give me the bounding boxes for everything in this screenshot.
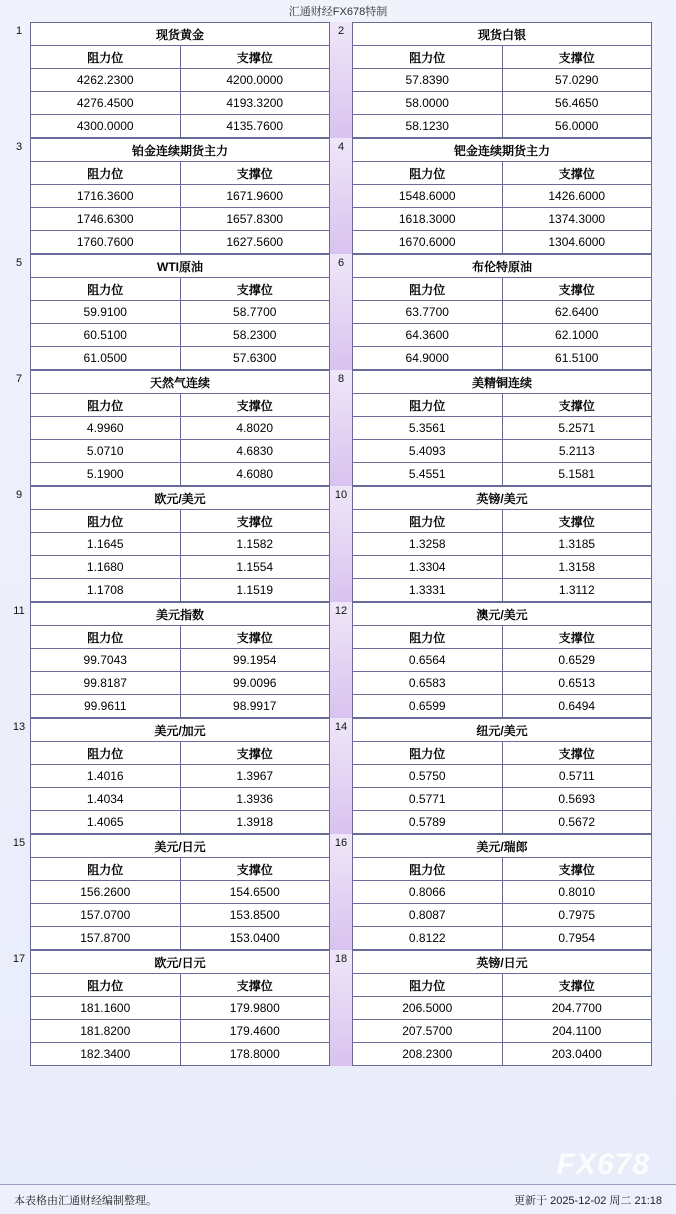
watermark: FX678 (556, 1148, 650, 1181)
table-row (353, 440, 652, 463)
row-index-right: 12 (330, 602, 352, 718)
block-cell-left (30, 22, 330, 138)
resistance-value: 64.9000 (353, 347, 503, 370)
resistance-value: 99.9611 (31, 695, 181, 718)
support-value: 4193.3200 (180, 92, 330, 115)
row-index-right: 6 (330, 254, 352, 370)
block-cell-right (352, 486, 652, 602)
table-row (31, 417, 330, 440)
support-value: 1657.8300 (180, 208, 330, 231)
support-header: 支撑位 (180, 974, 330, 997)
instrument-block (352, 718, 652, 834)
table-row (31, 92, 330, 115)
resistance-value: 1548.6000 (353, 185, 503, 208)
block-cell-right (352, 254, 652, 370)
table-row (31, 463, 330, 486)
row-index-right: 8 (330, 370, 352, 486)
table-row (353, 672, 652, 695)
support-value: 4.6830 (180, 440, 330, 463)
block-cell-left (30, 486, 330, 602)
table-row (353, 788, 652, 811)
support-header: 支撑位 (502, 162, 652, 185)
instrument-title: 欧元/日元 (31, 951, 330, 974)
support-value: 204.7700 (502, 997, 652, 1020)
resistance-header: 阻力位 (353, 278, 503, 301)
support-value: 1.1554 (180, 556, 330, 579)
support-value: 0.5672 (502, 811, 652, 834)
table-row (353, 208, 652, 231)
block-cell-right (352, 950, 652, 1066)
support-value: 62.6400 (502, 301, 652, 324)
support-value: 1.3112 (502, 579, 652, 602)
table-row (31, 69, 330, 92)
resistance-value: 1.4034 (31, 788, 181, 811)
resistance-value: 157.8700 (31, 927, 181, 950)
instrument-block (352, 22, 652, 138)
table-row (31, 347, 330, 370)
table-row (353, 463, 652, 486)
instrument-block (30, 370, 330, 486)
support-header: 支撑位 (502, 742, 652, 765)
resistance-header: 阻力位 (31, 626, 181, 649)
resistance-value: 0.5771 (353, 788, 503, 811)
footer-updated-label: 更新于 (514, 1194, 548, 1207)
row-index-left: 11 (13, 605, 25, 617)
support-value: 0.5693 (502, 788, 652, 811)
resistance-value: 58.1230 (353, 115, 503, 138)
resistance-header: 阻力位 (31, 46, 181, 69)
support-value: 58.7700 (180, 301, 330, 324)
support-value: 0.6494 (502, 695, 652, 718)
resistance-value: 0.6564 (353, 649, 503, 672)
support-value: 58.2300 (180, 324, 330, 347)
table-row (353, 185, 652, 208)
brand-label: 汇通财经FX678特制 (288, 6, 388, 18)
instrument-block (30, 602, 330, 718)
table-row (31, 765, 330, 788)
instrument-block (30, 138, 330, 254)
support-value: 4.8020 (180, 417, 330, 440)
resistance-value: 182.3400 (31, 1043, 181, 1066)
resistance-header: 阻力位 (31, 394, 181, 417)
support-value: 4135.7600 (180, 115, 330, 138)
resistance-value: 181.8200 (31, 1020, 181, 1043)
support-value: 99.1954 (180, 649, 330, 672)
support-value: 62.1000 (502, 324, 652, 347)
resistance-value: 0.5789 (353, 811, 503, 834)
row-index-right: 4 (330, 138, 352, 254)
support-value: 179.9800 (180, 997, 330, 1020)
resistance-value: 1.4016 (31, 765, 181, 788)
row-index-left: 1 (15, 25, 23, 37)
support-value: 0.6529 (502, 649, 652, 672)
table-row (31, 185, 330, 208)
resistance-value: 4300.0000 (31, 115, 181, 138)
table-row (353, 231, 652, 254)
block-cell-right (352, 138, 652, 254)
resistance-value: 0.5750 (353, 765, 503, 788)
resistance-value: 0.8122 (353, 927, 503, 950)
table-row (353, 904, 652, 927)
support-header: 支撑位 (180, 162, 330, 185)
table-row (31, 811, 330, 834)
table-row (31, 231, 330, 254)
footer-updated (514, 1192, 662, 1208)
row-index-left: 13 (12, 721, 26, 733)
resistance-value: 5.3561 (353, 417, 503, 440)
block-cell-left (30, 138, 330, 254)
resistance-value: 5.4551 (353, 463, 503, 486)
support-header: 支撑位 (180, 46, 330, 69)
resistance-header: 阻力位 (31, 162, 181, 185)
instrument-block (30, 834, 330, 950)
resistance-value: 1.1680 (31, 556, 181, 579)
row-index-right: 14 (330, 718, 352, 834)
support-value: 0.7954 (502, 927, 652, 950)
resistance-value: 1670.6000 (353, 231, 503, 254)
support-value: 1374.3000 (502, 208, 652, 231)
instrument-title: 欧元/美元 (31, 487, 330, 510)
support-value: 0.7975 (502, 904, 652, 927)
block-cell-right (352, 718, 652, 834)
table-row (353, 92, 652, 115)
resistance-value: 1.3304 (353, 556, 503, 579)
resistance-header: 阻力位 (353, 742, 503, 765)
table-row (31, 927, 330, 950)
block-cell-left (30, 254, 330, 370)
support-value: 1.3967 (180, 765, 330, 788)
resistance-value: 99.7043 (31, 649, 181, 672)
table-row (353, 115, 652, 138)
row-index-right: 10 (330, 486, 352, 602)
resistance-value: 5.0710 (31, 440, 181, 463)
resistance-value: 0.6583 (353, 672, 503, 695)
resistance-value: 4.9960 (31, 417, 181, 440)
instrument-title: WTI原油 (31, 255, 330, 278)
support-header: 支撑位 (502, 278, 652, 301)
resistance-value: 0.8066 (353, 881, 503, 904)
block-cell-left (30, 834, 330, 950)
instrument-title: 现货白银 (353, 23, 652, 46)
table-row (31, 533, 330, 556)
instrument-block (30, 950, 330, 1066)
table-row (31, 115, 330, 138)
support-header: 支撑位 (180, 858, 330, 881)
instrument-block (30, 718, 330, 834)
support-value: 5.2113 (502, 440, 652, 463)
table-row (353, 765, 652, 788)
footer-note: 本表格由汇通财经编制整理。 (14, 1194, 157, 1207)
support-value: 1671.9600 (180, 185, 330, 208)
table-row (353, 811, 652, 834)
support-value: 1.1519 (180, 579, 330, 602)
resistance-value: 0.6599 (353, 695, 503, 718)
resistance-value: 1.1708 (31, 579, 181, 602)
table-row (353, 324, 652, 347)
support-header: 支撑位 (502, 858, 652, 881)
table-row (31, 208, 330, 231)
resistance-value: 1618.3000 (353, 208, 503, 231)
instrument-title: 钯金连续期货主力 (353, 139, 652, 162)
table-row (353, 695, 652, 718)
support-value: 0.6513 (502, 672, 652, 695)
instrument-block (30, 486, 330, 602)
row-index-right: 16 (330, 834, 352, 950)
resistance-value: 64.3600 (353, 324, 503, 347)
resistance-value: 5.4093 (353, 440, 503, 463)
block-cell-right (352, 370, 652, 486)
resistance-header: 阻力位 (353, 394, 503, 417)
support-value: 56.0000 (502, 115, 652, 138)
table-row (31, 1020, 330, 1043)
support-value: 1426.6000 (502, 185, 652, 208)
resistance-value: 157.0700 (31, 904, 181, 927)
resistance-value: 4262.2300 (31, 69, 181, 92)
table-row (353, 579, 652, 602)
table-row (353, 1043, 652, 1066)
resistance-value: 61.0500 (31, 347, 181, 370)
support-value: 0.8010 (502, 881, 652, 904)
resistance-value: 4276.4500 (31, 92, 181, 115)
table-row (31, 440, 330, 463)
instrument-block (352, 486, 652, 602)
instrument-title: 澳元/美元 (353, 603, 652, 626)
resistance-header: 阻力位 (31, 278, 181, 301)
instrument-title: 现货黄金 (31, 23, 330, 46)
row-index-right: 2 (330, 22, 352, 138)
support-value: 1.3918 (180, 811, 330, 834)
support-header: 支撑位 (502, 510, 652, 533)
instrument-block (352, 254, 652, 370)
block-cell-left (30, 602, 330, 718)
support-value: 56.4650 (502, 92, 652, 115)
row-index-left: 7 (15, 373, 23, 385)
table-row (353, 1020, 652, 1043)
resistance-header: 阻力位 (31, 974, 181, 997)
row-index-left: 17 (12, 953, 26, 965)
support-header: 支撑位 (180, 626, 330, 649)
table-row (353, 556, 652, 579)
table-row (353, 69, 652, 92)
resistance-value: 156.2600 (31, 881, 181, 904)
instrument-block (352, 834, 652, 950)
instrument-title: 美元/日元 (31, 835, 330, 858)
resistance-value: 58.0000 (353, 92, 503, 115)
table-row (353, 649, 652, 672)
resistance-value: 208.2300 (353, 1043, 503, 1066)
table-row (31, 788, 330, 811)
instrument-title: 美元/加元 (31, 719, 330, 742)
row-index-left: 5 (15, 257, 23, 269)
block-cell-left (30, 950, 330, 1066)
support-header: 支撑位 (180, 510, 330, 533)
resistance-value: 1716.3600 (31, 185, 181, 208)
support-value: 203.0400 (502, 1043, 652, 1066)
resistance-value: 59.9100 (31, 301, 181, 324)
resistance-header: 阻力位 (31, 510, 181, 533)
support-header: 支撑位 (180, 278, 330, 301)
instrument-block (30, 254, 330, 370)
support-header: 支撑位 (180, 742, 330, 765)
support-value: 0.5711 (502, 765, 652, 788)
resistance-value: 1760.7600 (31, 231, 181, 254)
table-row (31, 904, 330, 927)
resistance-header: 阻力位 (353, 510, 503, 533)
instrument-block (352, 138, 652, 254)
table-row (31, 997, 330, 1020)
table-row (353, 927, 652, 950)
resistance-header: 阻力位 (353, 626, 503, 649)
resistance-value: 5.1900 (31, 463, 181, 486)
resistance-header: 阻力位 (353, 46, 503, 69)
resistance-value: 60.5100 (31, 324, 181, 347)
instrument-title: 布伦特原油 (353, 255, 652, 278)
resistance-value: 207.5700 (353, 1020, 503, 1043)
table-row (31, 672, 330, 695)
block-cell-right (352, 22, 652, 138)
support-value: 1304.6000 (502, 231, 652, 254)
resistance-value: 57.8390 (353, 69, 503, 92)
resistance-value: 181.1600 (31, 997, 181, 1020)
table-row (31, 324, 330, 347)
block-cell-right (352, 602, 652, 718)
resistance-value: 1.3258 (353, 533, 503, 556)
table-row (353, 881, 652, 904)
instrument-block (352, 602, 652, 718)
support-value: 1.3936 (180, 788, 330, 811)
row-index-left: 3 (15, 141, 23, 153)
support-value: 179.4600 (180, 1020, 330, 1043)
support-value: 57.0290 (502, 69, 652, 92)
resistance-value: 63.7700 (353, 301, 503, 324)
resistance-header: 阻力位 (353, 162, 503, 185)
table-row (31, 1043, 330, 1066)
support-value: 153.8500 (180, 904, 330, 927)
support-value: 57.6300 (180, 347, 330, 370)
row-index-left: 15 (12, 837, 26, 849)
support-value: 1.3158 (502, 556, 652, 579)
table-row (353, 417, 652, 440)
levels-grid (8, 22, 668, 1066)
support-value: 4200.0000 (180, 69, 330, 92)
support-value: 153.0400 (180, 927, 330, 950)
instrument-block (352, 950, 652, 1066)
instrument-title: 天然气连续 (31, 371, 330, 394)
table-row (31, 301, 330, 324)
instrument-title: 纽元/美元 (353, 719, 652, 742)
resistance-value: 99.8187 (31, 672, 181, 695)
instrument-title: 英镑/美元 (353, 487, 652, 510)
support-value: 178.8000 (180, 1043, 330, 1066)
table-row (353, 301, 652, 324)
support-value: 154.6500 (180, 881, 330, 904)
block-cell-right (352, 834, 652, 950)
table-row (31, 649, 330, 672)
instrument-title: 美精铜连续 (353, 371, 652, 394)
resistance-value: 206.5000 (353, 997, 503, 1020)
resistance-value: 1746.6300 (31, 208, 181, 231)
footer-bar (0, 1184, 676, 1214)
footer-updated-value: 2025-12-02 周二 21:18 (550, 1194, 662, 1207)
resistance-header: 阻力位 (31, 742, 181, 765)
support-value: 1.3185 (502, 533, 652, 556)
support-value: 1.1582 (180, 533, 330, 556)
instrument-title: 美元/瑞郎 (353, 835, 652, 858)
resistance-value: 1.1645 (31, 533, 181, 556)
support-header: 支撑位 (502, 394, 652, 417)
table-row (353, 533, 652, 556)
table-row (31, 579, 330, 602)
table-row (31, 881, 330, 904)
table-row (353, 997, 652, 1020)
block-cell-left (30, 718, 330, 834)
support-header: 支撑位 (502, 974, 652, 997)
support-value: 1627.5600 (180, 231, 330, 254)
table-row (353, 347, 652, 370)
instrument-title: 铂金连续期货主力 (31, 139, 330, 162)
resistance-header: 阻力位 (353, 858, 503, 881)
instrument-block (30, 22, 330, 138)
support-header: 支撑位 (502, 626, 652, 649)
top-brand-bar (0, 0, 676, 22)
table-row (31, 556, 330, 579)
support-header: 支撑位 (180, 394, 330, 417)
resistance-value: 1.4065 (31, 811, 181, 834)
support-value: 99.0096 (180, 672, 330, 695)
resistance-header: 阻力位 (353, 974, 503, 997)
resistance-header: 阻力位 (31, 858, 181, 881)
support-header: 支撑位 (502, 46, 652, 69)
instrument-title: 美元指数 (31, 603, 330, 626)
support-value: 98.9917 (180, 695, 330, 718)
table-row (31, 695, 330, 718)
support-value: 4.6080 (180, 463, 330, 486)
resistance-value: 0.8087 (353, 904, 503, 927)
support-value: 204.1100 (502, 1020, 652, 1043)
instrument-block (352, 370, 652, 486)
instrument-title: 英镑/日元 (353, 951, 652, 974)
block-cell-left (30, 370, 330, 486)
row-index-left: 9 (15, 489, 23, 501)
support-value: 5.1581 (502, 463, 652, 486)
row-index-right: 18 (330, 950, 352, 1066)
resistance-value: 1.3331 (353, 579, 503, 602)
support-value: 61.5100 (502, 347, 652, 370)
support-value: 5.2571 (502, 417, 652, 440)
